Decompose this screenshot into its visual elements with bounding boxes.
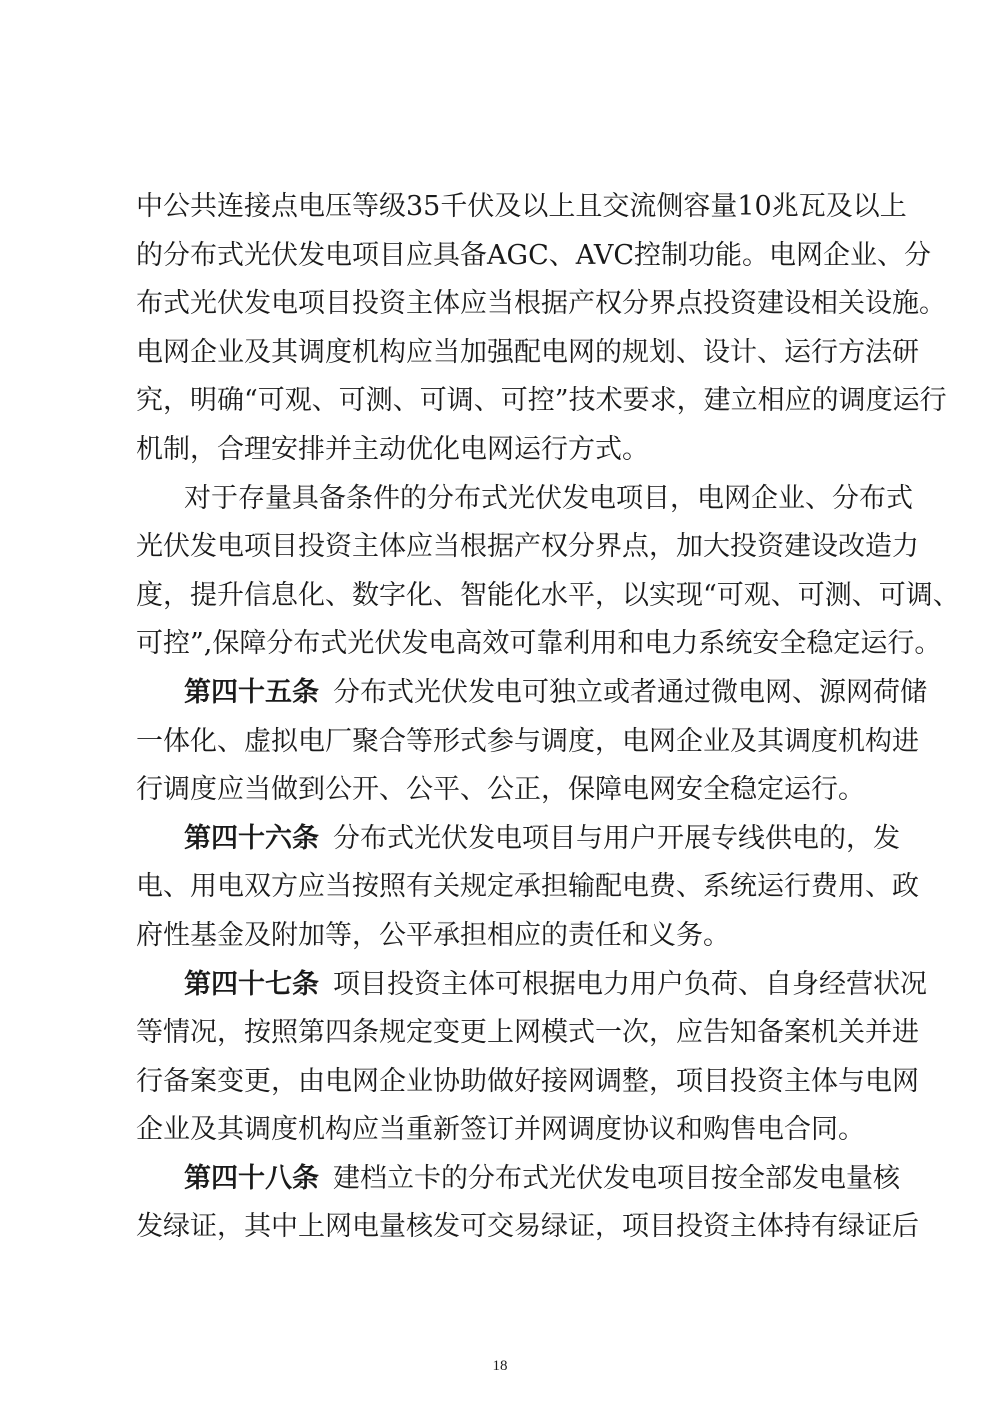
line-text: 电、用电双方应当按照有关规定承担输配电费、系统运行费用、政: [136, 871, 919, 903]
line-text: 对于存量具备条件的分布式光伏发电项目，电网企业、分布式: [184, 482, 913, 514]
text-line: [136, 329, 919, 378]
line-text: 分布式光伏发电可独立或者通过微电网、源网荷储: [333, 676, 927, 708]
line-text: 一体化、虚拟电厂聚合等形式参与调度，电网企业及其调度机构进: [136, 725, 919, 757]
text-line: [136, 620, 942, 669]
text-line: [136, 426, 878, 475]
line-text: 企业及其调度机构应当重新签订并网调度协议和购售电合同。: [136, 1114, 865, 1146]
article-heading: 第四十七条: [184, 968, 319, 1000]
text-line: [136, 1106, 878, 1155]
text-line: [136, 377, 947, 426]
line-text: 项目投资主体可根据电力用户负荷、自身经营状况: [333, 968, 927, 1000]
line-text: 光伏发电项目投资主体应当根据产权分界点，加大投资建设改造力: [136, 531, 919, 563]
text-line: [136, 961, 927, 1010]
line-text: 等情况，按照第四条规定变更上网模式一次，应告知备案机关并进: [136, 1017, 919, 1049]
document-body: [136, 183, 960, 1252]
line-text: 究，明确“可观、可测、可调、可控”技术要求，建立相应的调度运行: [136, 385, 947, 417]
text-line: [136, 280, 946, 329]
text-line: [136, 669, 927, 718]
page-number: 18: [492, 1358, 508, 1374]
text-line: [136, 1203, 919, 1252]
article-heading: 第四十六条: [184, 822, 319, 854]
text-line: [136, 863, 919, 912]
article-heading: 第四十五条: [184, 676, 319, 708]
text-line: [136, 815, 900, 864]
line-text: 府性基金及附加等，公平承担相应的责任和义务。: [136, 919, 730, 951]
line-text: 度，提升信息化、数字化、智能化水平，以实现“可观、可测、可调、: [136, 579, 960, 611]
text-line: [136, 912, 878, 961]
line-text: 电网企业及其调度机构应当加强配电网的规划、设计、运行方法研: [136, 336, 919, 368]
text-line: [136, 718, 919, 767]
text-line: [136, 766, 878, 815]
text-line: [136, 523, 919, 572]
line-text: 的分布式光伏发电项目应具备AGC、AVC控制功能。电网企业、分: [136, 239, 932, 271]
line-text: 布式光伏发电项目投资主体应当根据产权分界点投资建设相关设施。: [136, 288, 946, 320]
line-text: 建档立卡的分布式光伏发电项目按全部发电量核: [333, 1162, 900, 1194]
text-line: [136, 1155, 900, 1204]
line-text: 行调度应当做到公开、公平、公正，保障电网安全稳定运行。: [136, 774, 865, 806]
text-line: [136, 232, 932, 281]
text-line: [136, 1009, 919, 1058]
line-text: 中公共连接点电压等级35千伏及以上且交流侧容量10兆瓦及以上: [136, 191, 907, 222]
article-heading: 第四十八条: [184, 1162, 319, 1194]
text-line: [136, 1058, 919, 1107]
text-line: [136, 183, 907, 232]
text-line: [136, 475, 913, 524]
line-text: 机制，合理安排并主动优化电网运行方式。: [136, 433, 649, 465]
line-text: 行备案变更，由电网企业协助做好接网调整，项目投资主体与电网: [136, 1065, 919, 1097]
text-line: [136, 572, 960, 621]
line-text: 发绿证，其中上网电量核发可交易绿证，项目投资主体持有绿证后: [136, 1211, 919, 1243]
line-text: 分布式光伏发电项目与用户开展专线供电的，发: [333, 822, 900, 854]
line-text: 可控”,保障分布式光伏发电高效可靠利用和电力系统安全稳定运行。: [136, 628, 942, 660]
